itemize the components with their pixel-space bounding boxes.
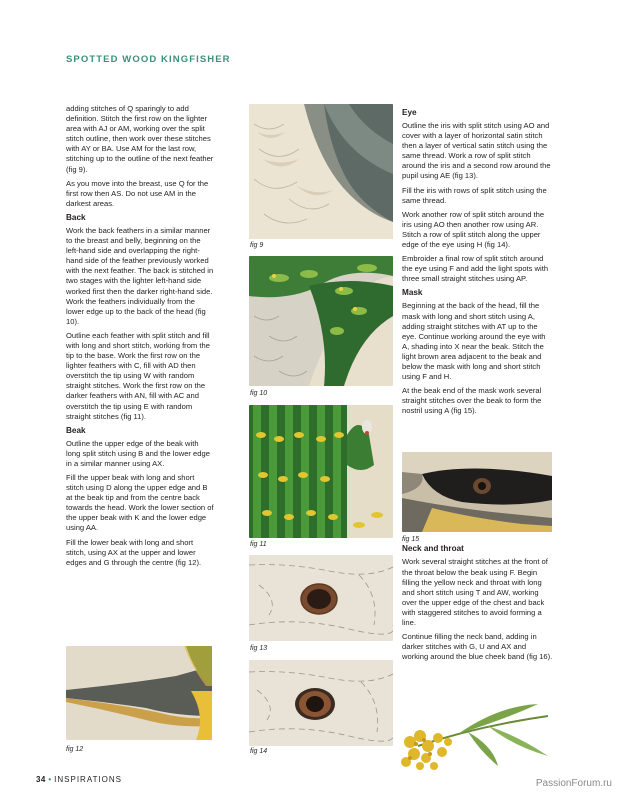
figure-15-image	[402, 452, 552, 532]
paragraph: Continue filling the neck band, adding in darker stitches with G, U and AX and working around the blue cheek band (fig 16).	[402, 632, 553, 662]
paragraph: Outline the upper edge of the beak with long split stitch using B and the lower edge in a similar manner using AX.	[66, 438, 210, 468]
figure-14-image	[249, 660, 393, 746]
paragraph: Fill the lower beak with long and short stitch, using AX at the upper and lower edges and G through the centre (fig 12).	[66, 537, 202, 567]
paragraph: As you move into the breast, use Q for the first row then AS. Do not use AM in the darkest areas.	[66, 178, 209, 208]
subheading-neck-throat: Neck and throat	[402, 544, 464, 554]
paragraph: Outline the iris with split stitch using AO and cover with a layer of horizontal satin stitch then a layer of vertical satin stitch using the same thread. Work a row of split stitch around the iris and a second row around the pupil using AE (fig 13).	[402, 121, 551, 181]
paragraph: At the beak end of the mask work several straight stitches over the beak to form the nostril using A (fig 15).	[402, 386, 542, 416]
paragraph: Fill the iris with rows of split stitch using the same thread.	[402, 185, 547, 205]
text-column-right	[402, 104, 554, 666]
figure-11-caption: fig 11	[250, 541, 267, 548]
watermark: PassionForum.ru	[535, 778, 612, 789]
footer-separator: •	[48, 775, 52, 784]
figure-10-image	[249, 256, 393, 386]
figure-9-image	[249, 104, 393, 239]
figure-13-caption: fig 13	[250, 645, 268, 652]
text-column-left	[66, 104, 214, 572]
figure-10-caption: fig 10	[250, 390, 268, 397]
page-number: 34	[36, 775, 46, 784]
magazine-name: INSPIRATIONS	[54, 775, 123, 784]
paragraph: Embroider a final row of split stitch around the eye using F and add the light spots with three small straight stitches using AP.	[402, 254, 549, 284]
goldenrod-illustration	[398, 696, 556, 776]
subheading-mask: Mask	[402, 288, 423, 298]
figure-12-caption: fig 12	[66, 746, 84, 753]
paragraph: Beginning at the back of the head, fill the mask with long and short stitch using A, adding straight stitches with AT up to the eye. Continue working around the eye with A, shading into X near the beak. Stitch the light brown area adjacent to the beak and below the mask with long and short stitch using F and H.	[402, 301, 546, 382]
paragraph: Work another row of split stitch around the iris using AO then another row using AR. Stitch a row of split stitch along the upper edge of the eye using H (fig 14).	[402, 209, 545, 250]
paragraph: Fill the upper beak with long and short stitch using D along the upper edge and B at the beak tip and from the centre back towards the head. Work the lower section of the upper beak with K and the lower edge using AA.	[66, 473, 214, 533]
paragraph: Work several straight stitches at the front of the throat below the beak using F. Begin filling the yellow neck and throat with long and short stitch using T and AW, working over the upper edge of the chest and back with staggered stitches to avoid forming a line.	[402, 557, 548, 627]
figure-13-image	[249, 555, 393, 641]
figure-14-caption: fig 14	[250, 748, 268, 755]
paragraph: Work the back feathers in a similar manner to the breast and belly, beginning on the left-hand side and overlapping the right-hand side of the feather previously worked with the next feather. The back is stitched in two stages with the lighter left-hand side worked first then the darker right-hand side. Work the feathers individually from the lower edge up to the back of the head (fig 10).	[66, 225, 214, 326]
figure-12-image	[66, 646, 212, 740]
figure-9-caption: fig 9	[250, 242, 264, 249]
figure-11-image	[249, 405, 393, 538]
paragraph: Outline each feather with split stitch and fill with long and short stitch, working from the tip to the base. Work the first row on the lighter feathers with C, fill with AD then overstitch the tip using W with random straight stitches. Work the first row on the darker feathers with AN, fill with AC and overstitch the tip using E with random straight stitches (fig 11).	[66, 330, 210, 421]
paragraph: adding stitches of Q sparingly to add definition. Stitch the first row on the lighter area with AJ or AM, working over the split stitch outline, then work over these stitches with AY or BA. Use AM for the last row, stitching up to the outline of the next feather (fig 9).	[66, 104, 214, 174]
subheading-beak: Beak	[66, 425, 86, 435]
figure-15-caption: fig 15	[402, 536, 420, 543]
section-title: SPOTTED WOOD KINGFISHER	[66, 54, 231, 65]
subheading-eye: Eye	[402, 108, 417, 117]
page-footer	[36, 775, 122, 784]
subheading-back: Back	[66, 212, 86, 222]
